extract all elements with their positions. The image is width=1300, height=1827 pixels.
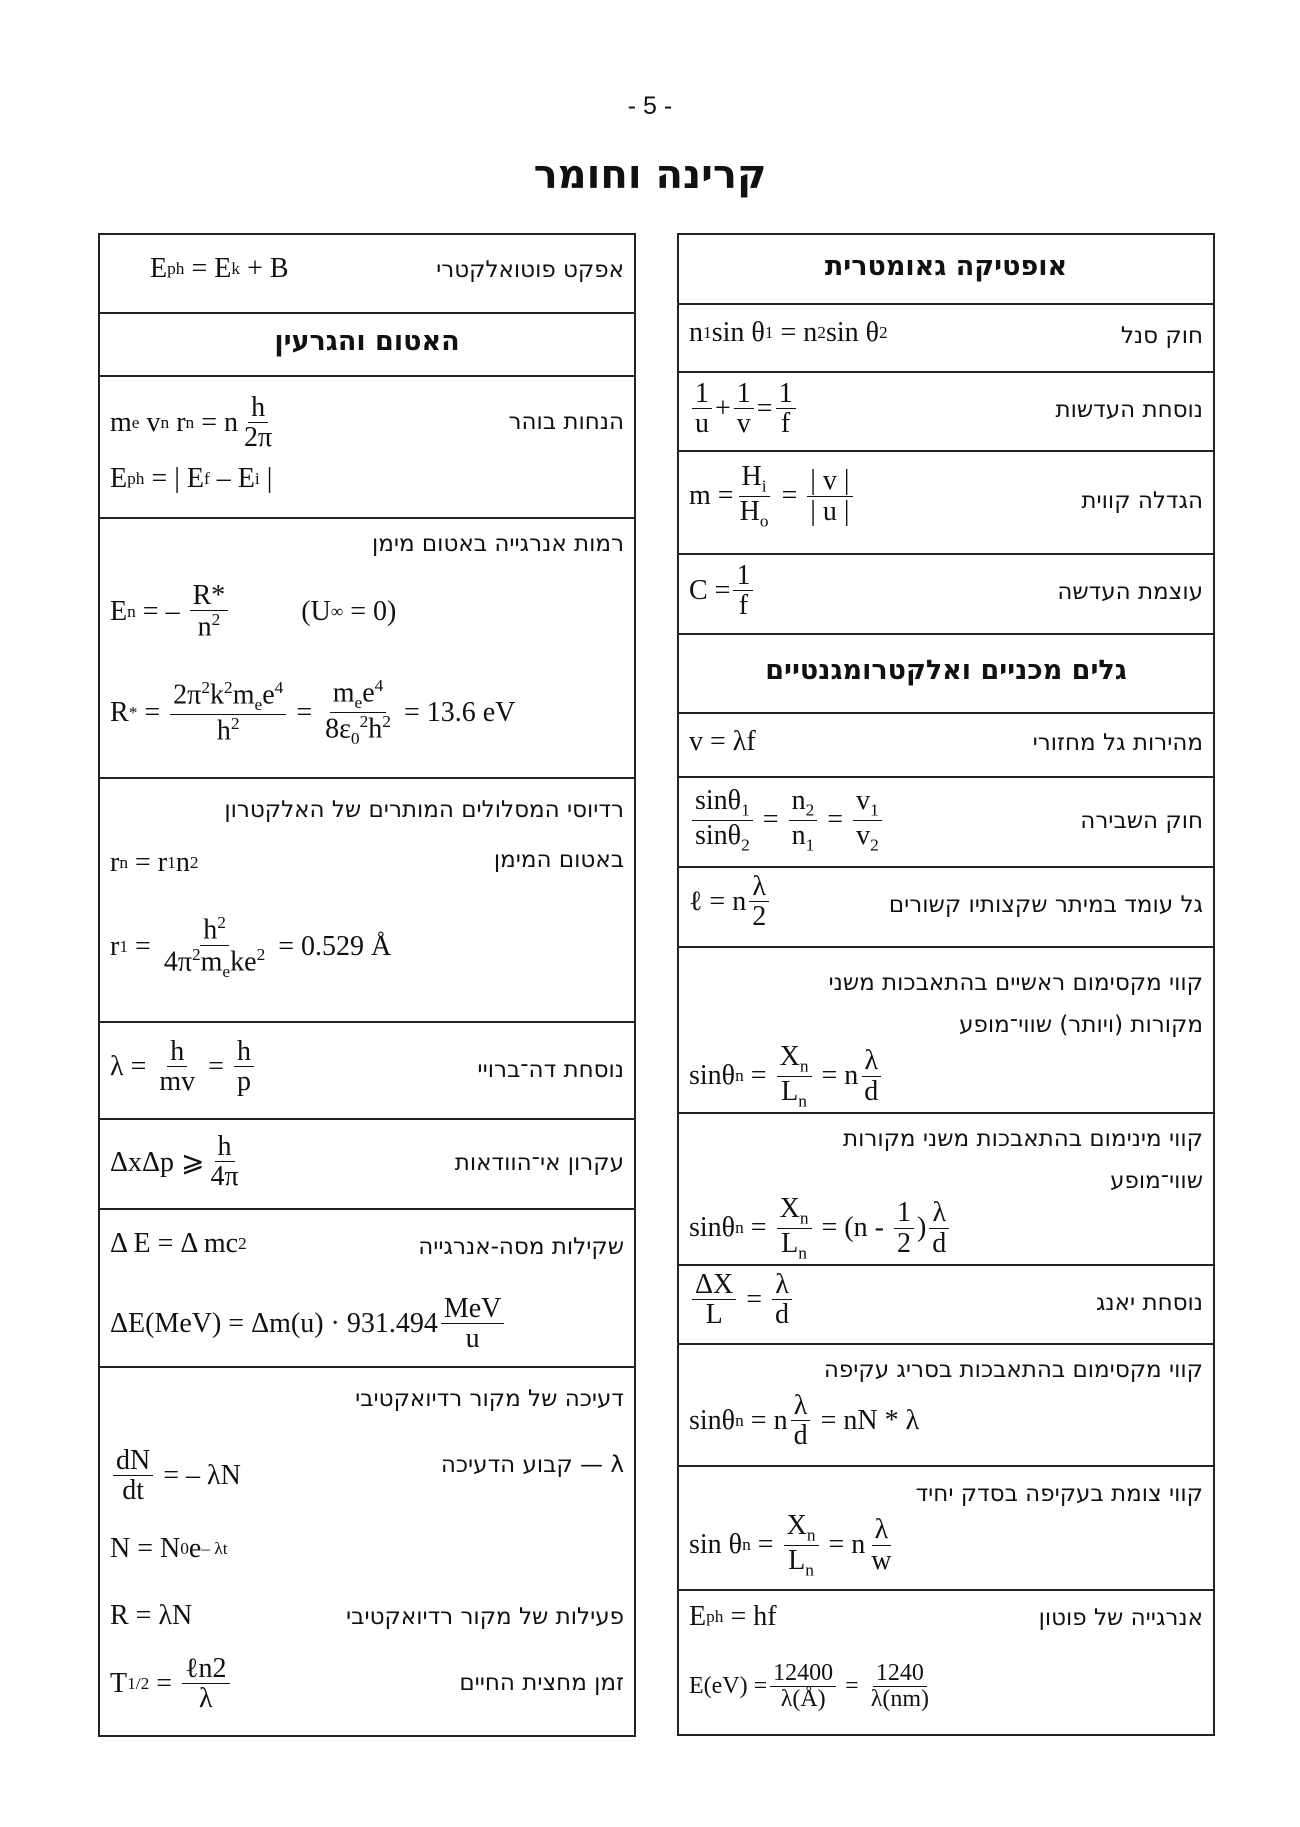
- bohr-cell: [100, 377, 634, 519]
- photon-ev-formula: E(eV) = $\frac{12400}{\lambda(Å)}$ = $\frac{1240}{\lambda(nm)}$: [689, 1661, 935, 1712]
- photoelectric-cell: [100, 235, 634, 314]
- uncertainty-cell: [100, 1120, 634, 1210]
- halflife-label: זמן מחצית החיים: [459, 1670, 624, 1696]
- mass-energy-formula: Δ E = Δ mc 2: [110, 1228, 247, 1259]
- bohr-radius-formula: r 1 = $h^2$ $4\pi^2m_eke^2$ = 0.529 Å: [110, 913, 392, 981]
- rydberg-value: = 13.6 eV: [403, 696, 516, 728]
- decay-constant-label: λ — קבוע הדעיכה: [440, 1452, 624, 1478]
- lens-power-formula: C = 1 f: [689, 561, 756, 621]
- snell-cell: [679, 305, 1213, 373]
- photon-energy-cell: [679, 1591, 1213, 1734]
- interference-max-cell: [679, 948, 1213, 1114]
- bohr-formula-2: E ph = | E f – E i |: [110, 463, 273, 494]
- mass-energy-label: שקילות מסה-אנרגייה: [418, 1234, 624, 1260]
- wave-speed-formula: v = λf: [689, 726, 756, 757]
- lens-formula: 1 u + $\frac{1}{v}$ = $\frac{1}{f}$: [689, 379, 799, 439]
- wave-speed-cell: [679, 714, 1213, 778]
- single-slit-label: קווי צומת בעקיפה בסדק יחיד: [915, 1481, 1203, 1507]
- uncertainty-label: עקרון אי־הוודאות: [454, 1150, 624, 1176]
- snell-formula: n 1 sin θ 1 = n 2 sin θ 2: [689, 317, 888, 348]
- grating-label: קווי מקסימום בהתאבכות בסריג עקיפה: [823, 1357, 1203, 1383]
- decay-law-formula: N = N 0 e – λt: [110, 1533, 228, 1564]
- waves-header-cell: [679, 635, 1213, 714]
- photon-energy-label: אנרגייה של פוטון: [1038, 1605, 1203, 1631]
- magnification-label: הגדלה קווית: [1081, 488, 1203, 514]
- optics-header: אופטיקה גאומטרית: [824, 251, 1068, 282]
- magnification-formula: m = $\frac{H_i}{H_o}$ = $\frac{| v |}{| u |}$: [689, 462, 856, 531]
- radii-label-2: באטום המימן: [493, 847, 624, 873]
- energy-levels-formula: E n = – R* $n^2$ (U ∞ = 0): [110, 580, 397, 643]
- interference-min-label-2: שווי־מופע: [1110, 1168, 1203, 1194]
- snell-label: חוק סנל: [1120, 323, 1203, 349]
- refraction-label: חוק השבירה: [1080, 808, 1203, 834]
- mass-energy-cell: [100, 1210, 634, 1368]
- lens-label: נוסחת העדשות: [1055, 397, 1203, 423]
- photoelectric-label: אפקט פוטואלקטרי: [436, 257, 624, 283]
- young-formula: $\frac{\Delta X}{L}$ = $\frac{\lambda}{d}$: [689, 1270, 795, 1330]
- standing-wave-formula: ℓ = n λ 2: [689, 872, 772, 932]
- grating-cell: [679, 1345, 1213, 1467]
- lens-power-label: עוצמת העדשה: [1057, 579, 1203, 605]
- photon-ev-denominator-2: λ(nm): [870, 1686, 930, 1713]
- interference-max-label-2: מקורות (ויותר) שווי־מופע: [959, 1012, 1203, 1038]
- interference-max-formula: sinθ n = $\frac{X_n}{L_n}$ = n λ d: [689, 1042, 884, 1111]
- photon-energy-formula: E ph = hf: [689, 1601, 777, 1632]
- lens-cell: [679, 373, 1213, 452]
- radii-formula: r n = r 1 n 2: [110, 847, 199, 878]
- single-slit-cell: [679, 1467, 1213, 1591]
- optics-header-cell: [679, 235, 1213, 305]
- photon-ev-numerator-2: 1240: [873, 1661, 927, 1687]
- magnification-cell: [679, 452, 1213, 555]
- photon-ev-denominator-1: λ(Å): [780, 1686, 826, 1713]
- right-column: [677, 233, 1215, 1736]
- page-number: - 5 -: [627, 92, 673, 120]
- young-label: נוסחת יאנג: [1095, 1290, 1203, 1316]
- activity-formula: R = λN: [110, 1600, 193, 1631]
- left-column: [98, 233, 636, 1737]
- radii-cell: [100, 779, 634, 1023]
- atom-header-cell: [100, 314, 634, 377]
- rydberg-formula: R * = $2\pi^2k^2m_ee^4$ $h^2$ = $m_ee^4$ $8\varepsilon_0^2h^2$ = 13.6 eV: [110, 676, 516, 749]
- interference-max-label-1: קווי מקסימום ראשיים בהתאבכות משני: [828, 970, 1203, 996]
- mev-formula: ΔE(MeV) = Δm(u) · 931.494 MeV u: [110, 1294, 507, 1354]
- wave-speed-label: מהירות גל מחזורי: [1032, 730, 1203, 756]
- standing-wave-label: גל עומד במיתר שקצותיו קשורים: [888, 892, 1203, 918]
- decay-label: דעיכה של מקור רדיואקטיבי: [355, 1386, 624, 1412]
- grating-expression: = nN * λ: [820, 1404, 920, 1436]
- standing-wave-cell: [679, 868, 1213, 948]
- radii-label-1: רדיוסי המסלולים המותרים של האלקטרון: [224, 797, 624, 823]
- interference-min-cell: [679, 1114, 1213, 1266]
- photoelectric-formula: E ph = E k + B: [150, 253, 289, 284]
- page-title: קרינה וחומר: [533, 152, 767, 198]
- young-cell: [679, 1266, 1213, 1345]
- debroglie-formula: λ = $\frac{h}{mv}$ = $\frac{h}{p}$: [110, 1037, 257, 1097]
- bohr-label: הנחות בוהר: [508, 409, 624, 435]
- interference-min-label-1: קווי מינימום בהתאבכות משני מקורות: [842, 1126, 1203, 1152]
- decay-rate-formula: $\frac{dN}{dt}$ = – λN: [110, 1446, 241, 1506]
- refraction-formula: $\frac{\sin\theta_1}{\sin\theta_2}$ = $\frac{n_2}{n_1}$ = $\frac{v_1}{v_2}$: [689, 786, 885, 855]
- debroglie-label: נוסחת דה־ברויי: [477, 1057, 624, 1083]
- debroglie-cell: [100, 1023, 634, 1120]
- atom-header: האטום והגרעין: [274, 326, 460, 357]
- activity-label: פעילות של מקור רדיואקטיבי: [346, 1604, 624, 1630]
- waves-header: גלים מכניים ואלקטרומגנטיים: [765, 655, 1127, 686]
- single-slit-formula: sin θ n = $\frac{X_n}{L_n}$ = n λ w: [689, 1510, 892, 1580]
- mev-expression: ΔE(MeV) = Δm(u) · 931.494: [110, 1307, 438, 1339]
- photon-ev-numerator-1: 12400: [770, 1661, 836, 1687]
- energy-levels-cell: [100, 519, 634, 779]
- energy-levels-label: רמות אנרגייה באטום מימן: [371, 531, 624, 557]
- bohr-radius-value: = 0.529 Å: [278, 931, 392, 963]
- uncertainty-formula: ΔxΔp ⩾ h 4π: [110, 1131, 239, 1193]
- interference-min-formula: sinθ n = $\frac{X_n}{L_n}$ = (n - 1 2 ) λ d: [689, 1194, 952, 1263]
- decay-cell: [100, 1368, 634, 1737]
- refraction-cell: [679, 778, 1213, 868]
- grating-formula: sinθ n = n λ d = nN * λ: [689, 1390, 920, 1452]
- lens-power-cell: [679, 555, 1213, 635]
- halflife-formula: T 1/2 = ℓn2 λ: [110, 1654, 233, 1714]
- bohr-formula-1: m e v n r n = n h 2π: [110, 392, 273, 454]
